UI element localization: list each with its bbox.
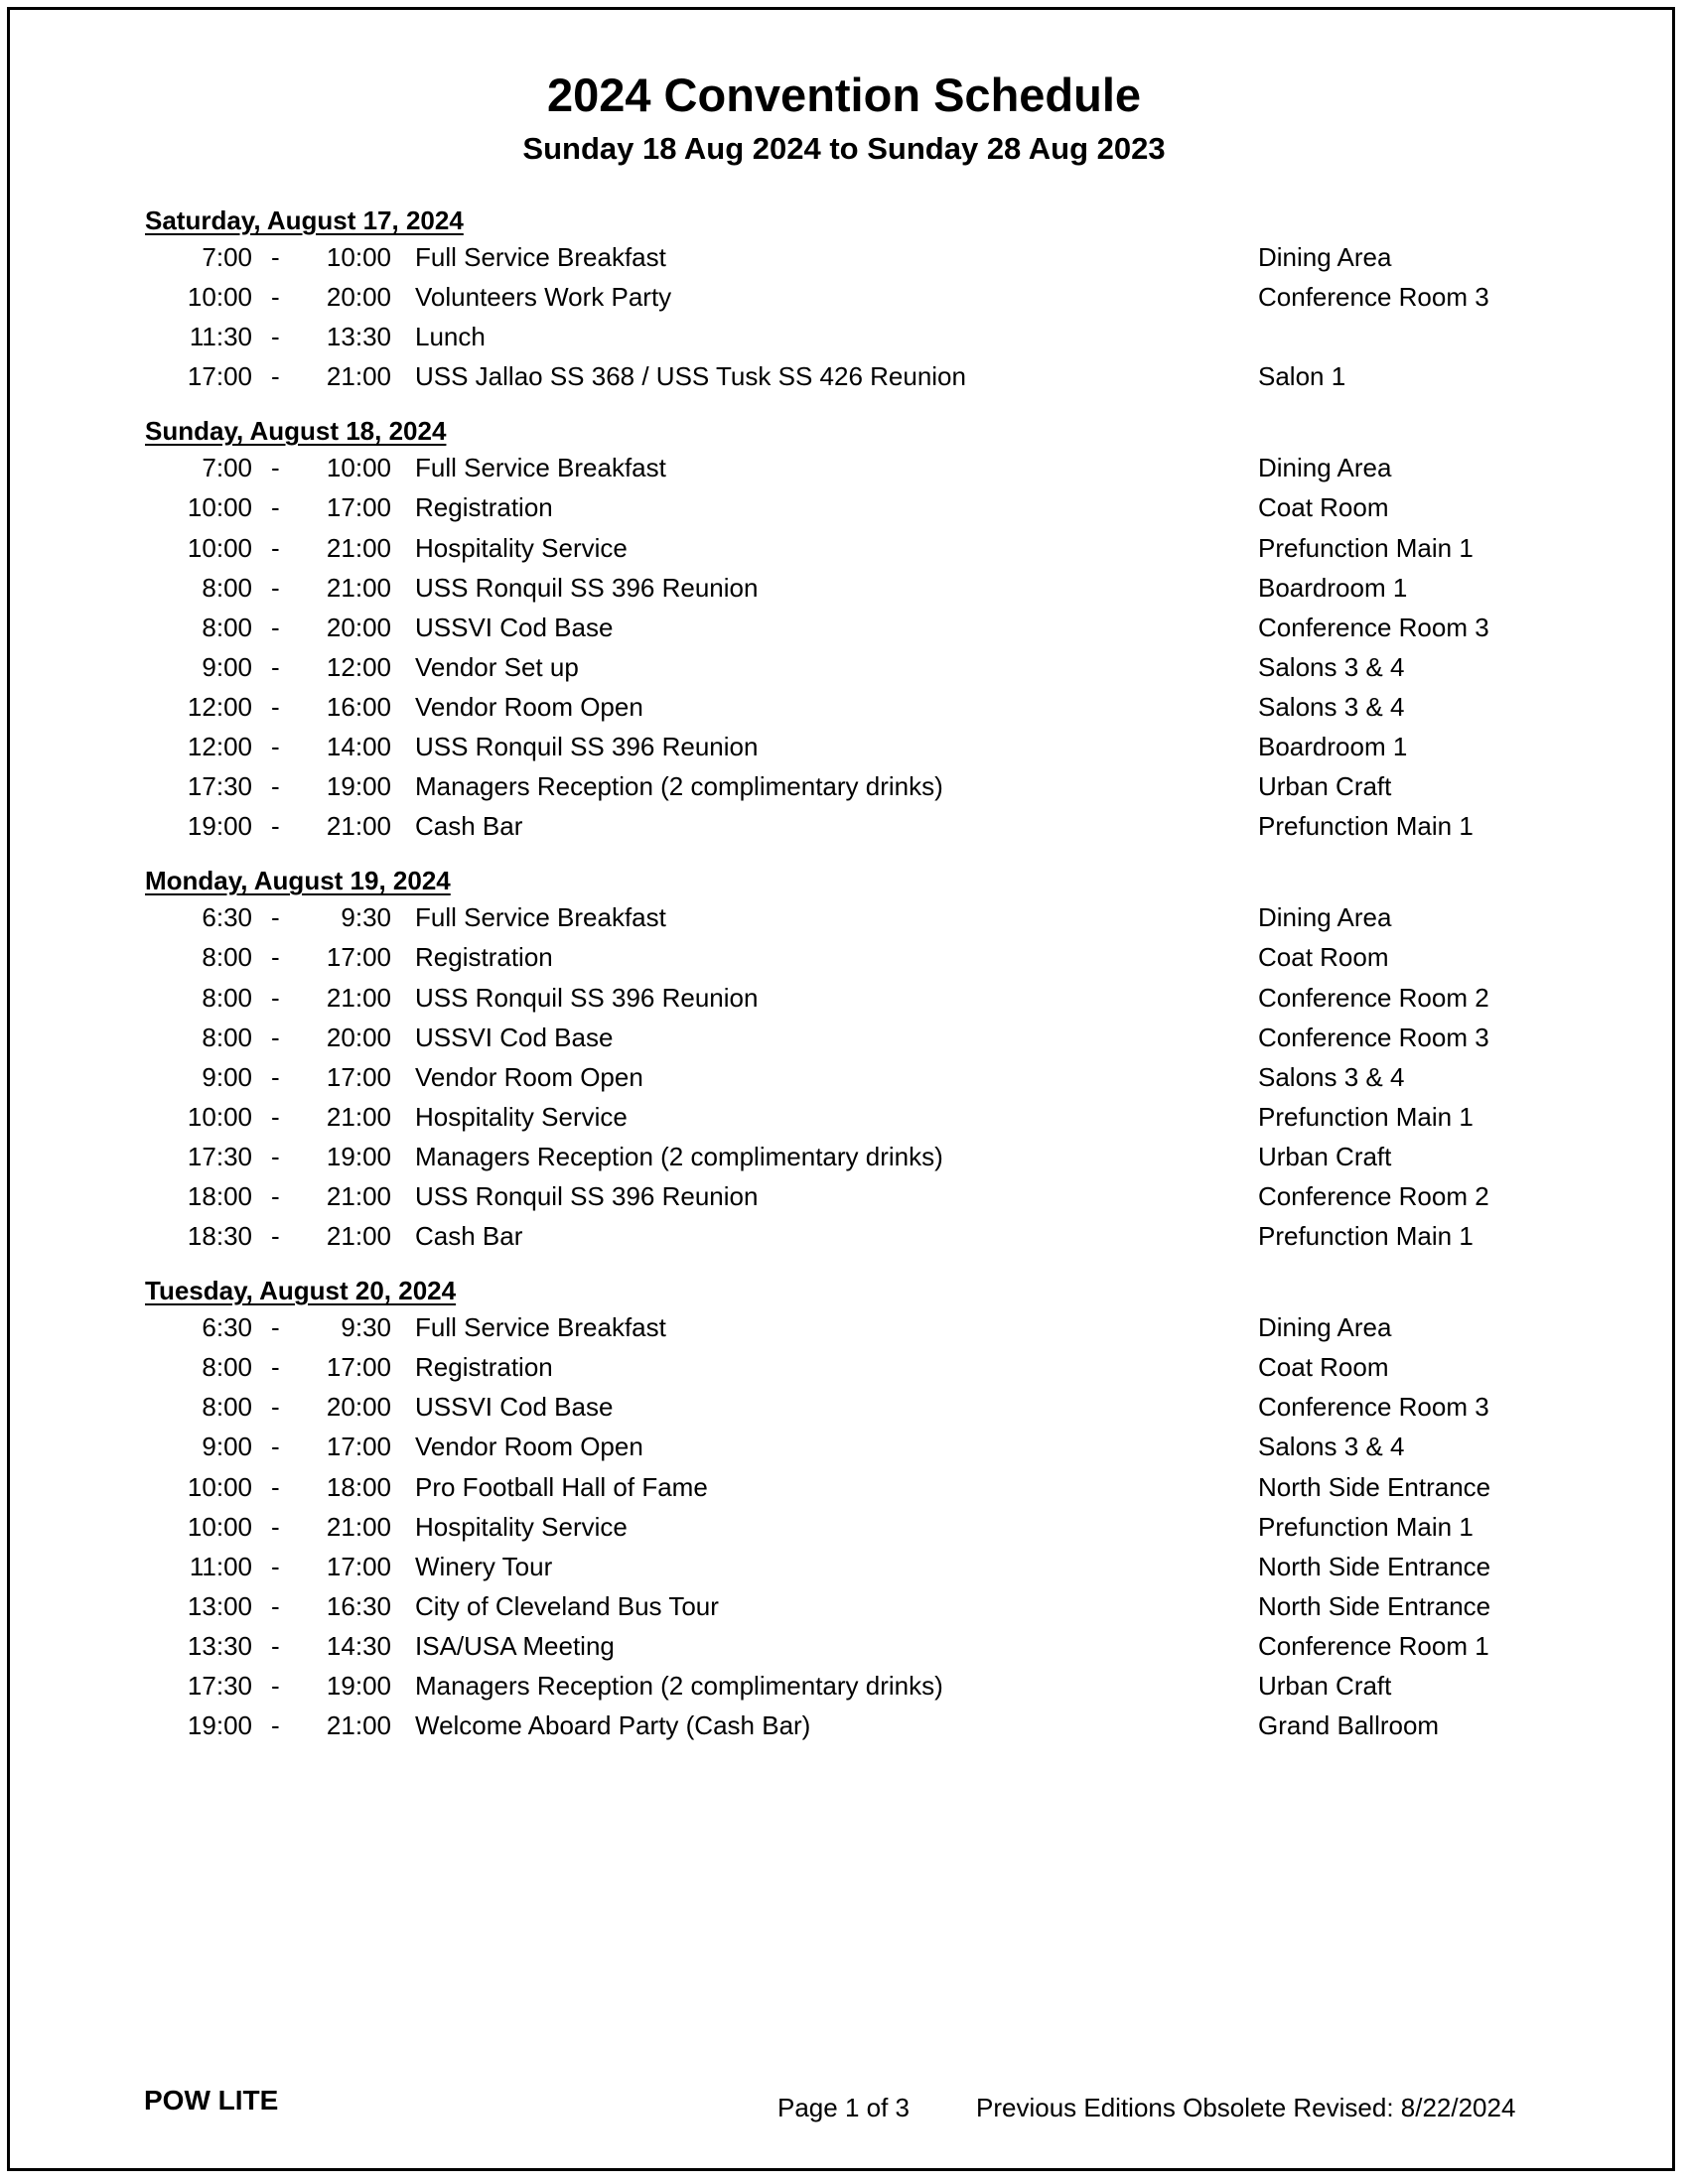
event-location: Urban Craft <box>1258 1141 1392 1171</box>
event-name: Vendor Room Open <box>415 1061 643 1092</box>
start-time: 8:00 <box>202 1022 252 1052</box>
time-separator: - <box>271 691 280 722</box>
time-separator: - <box>271 282 280 313</box>
event-name: ISA/USA Meeting <box>415 1630 615 1661</box>
schedule-row <box>145 1626 1555 1666</box>
end-time: 20:00 <box>326 1392 391 1423</box>
end-time: 14:00 <box>326 732 391 762</box>
event-location: North Side Entrance <box>1258 1590 1491 1621</box>
end-time: 17:00 <box>326 1352 391 1383</box>
time-separator: - <box>271 532 280 563</box>
schedule-row <box>145 897 1555 937</box>
event-name: Registration <box>415 1352 553 1383</box>
end-time: 19:00 <box>326 1671 391 1701</box>
schedule-row <box>145 237 1555 277</box>
footer-page-number: Page 1 of 3 <box>777 2093 910 2122</box>
schedule-row <box>145 1097 1555 1137</box>
time-separator: - <box>271 1392 280 1423</box>
end-time: 20:00 <box>326 612 391 642</box>
end-time: 17:00 <box>326 1551 391 1581</box>
schedule-row <box>145 1427 1555 1466</box>
start-time: 8:00 <box>202 982 252 1013</box>
event-name: Registration <box>415 492 553 523</box>
event-location: Salons 3 & 4 <box>1258 651 1405 682</box>
start-time: 10:00 <box>187 282 252 313</box>
time-separator: - <box>271 1671 280 1701</box>
schedule-row <box>145 806 1555 846</box>
event-name: USSVI Cod Base <box>415 1022 614 1052</box>
start-time: 10:00 <box>187 1511 252 1542</box>
start-time: 6:30 <box>202 1312 252 1343</box>
end-time: 19:00 <box>326 1141 391 1171</box>
end-time: 21:00 <box>326 1710 391 1741</box>
start-time: 13:00 <box>187 1590 252 1621</box>
day-section <box>145 204 1555 396</box>
event-location: Grand Ballroom <box>1258 1710 1440 1741</box>
day-heading: Tuesday, August 20, 2024 <box>145 1276 457 1306</box>
start-time: 8:00 <box>202 1352 252 1383</box>
schedule-row <box>145 1467 1555 1507</box>
time-separator: - <box>271 1180 280 1211</box>
end-time: 20:00 <box>326 1022 391 1052</box>
schedule-row <box>145 1347 1555 1387</box>
event-location: Conference Room 2 <box>1258 982 1489 1013</box>
event-location: Boardroom 1 <box>1258 732 1408 762</box>
schedule-row <box>145 1018 1555 1057</box>
day-heading: Monday, August 19, 2024 <box>145 866 451 896</box>
event-name: Managers Reception (2 complimentary drinks) <box>415 1141 943 1171</box>
schedule-row <box>145 1547 1555 1586</box>
time-separator: - <box>271 1352 280 1383</box>
event-name: Cash Bar <box>415 1221 523 1252</box>
schedule-row <box>145 568 1555 608</box>
schedule-row <box>145 647 1555 687</box>
start-time: 10:00 <box>187 1101 252 1132</box>
event-location: Dining Area <box>1258 1312 1392 1343</box>
schedule-row <box>145 1137 1555 1176</box>
schedule-row <box>145 448 1555 487</box>
day-section <box>145 414 1555 846</box>
start-time: 9:00 <box>202 1061 252 1092</box>
event-name: Hospitality Service <box>415 532 628 563</box>
start-time: 18:00 <box>187 1180 252 1211</box>
end-time: 12:00 <box>326 651 391 682</box>
event-name: Full Service Breakfast <box>415 1312 666 1343</box>
end-time: 16:30 <box>326 1590 391 1621</box>
event-location: Prefunction Main 1 <box>1258 811 1474 842</box>
footer-revision-note: Previous Editions Obsolete Revised: 8/22/2024 <box>976 2093 1516 2122</box>
schedule-row <box>145 1057 1555 1097</box>
schedule-row <box>145 317 1555 356</box>
event-location: Conference Room 2 <box>1258 1180 1489 1211</box>
start-time: 8:00 <box>202 942 252 973</box>
event-name: Vendor Room Open <box>415 691 643 722</box>
event-name: Full Service Breakfast <box>415 902 666 933</box>
schedule <box>145 204 1555 1745</box>
time-separator: - <box>271 492 280 523</box>
event-name: USS Ronquil SS 396 Reunion <box>415 1180 759 1211</box>
event-location: Conference Room 3 <box>1258 612 1489 642</box>
time-separator: - <box>271 942 280 973</box>
end-time: 21:00 <box>326 1101 391 1132</box>
start-time: 10:00 <box>187 492 252 523</box>
start-time: 9:00 <box>202 1432 252 1462</box>
schedule-row <box>145 978 1555 1018</box>
event-name: USS Jallao SS 368 / USS Tusk SS 426 Reunion <box>415 361 966 392</box>
time-separator: - <box>271 1022 280 1052</box>
end-time: 20:00 <box>326 282 391 313</box>
start-time: 8:00 <box>202 612 252 642</box>
event-location: Conference Room 3 <box>1258 1022 1489 1052</box>
time-separator: - <box>271 1141 280 1171</box>
end-time: 10:00 <box>326 453 391 483</box>
time-separator: - <box>271 1221 280 1252</box>
time-separator: - <box>271 1101 280 1132</box>
event-name: Lunch <box>415 322 486 352</box>
end-time: 21:00 <box>326 1180 391 1211</box>
start-time: 12:00 <box>187 691 252 722</box>
time-separator: - <box>271 1312 280 1343</box>
start-time: 8:00 <box>202 572 252 603</box>
event-location: Dining Area <box>1258 902 1392 933</box>
event-name: USS Ronquil SS 396 Reunion <box>415 982 759 1013</box>
start-time: 10:00 <box>187 532 252 563</box>
schedule-row <box>145 1507 1555 1547</box>
time-separator: - <box>271 902 280 933</box>
end-time: 17:00 <box>326 492 391 523</box>
end-time: 16:00 <box>326 691 391 722</box>
event-location: Dining Area <box>1258 242 1392 272</box>
schedule-row <box>145 487 1555 527</box>
start-time: 11:30 <box>189 322 252 352</box>
schedule-row <box>145 687 1555 727</box>
end-time: 9:30 <box>341 902 391 933</box>
start-time: 7:00 <box>202 453 252 483</box>
schedule-row <box>145 528 1555 568</box>
event-name: City of Cleveland Bus Tour <box>415 1590 719 1621</box>
start-time: 17:30 <box>187 771 252 802</box>
event-location: Prefunction Main 1 <box>1258 1511 1474 1542</box>
end-time: 21:00 <box>326 982 391 1013</box>
start-time: 19:00 <box>187 1710 252 1741</box>
time-separator: - <box>271 1551 280 1581</box>
start-time: 10:00 <box>187 1471 252 1502</box>
start-time: 6:30 <box>202 902 252 933</box>
event-location: Coat Room <box>1258 492 1389 523</box>
time-separator: - <box>271 982 280 1013</box>
event-name: Full Service Breakfast <box>415 242 666 272</box>
footer-left-label: POW LITE <box>144 2085 279 2116</box>
end-time: 10:00 <box>326 242 391 272</box>
event-location: Coat Room <box>1258 1352 1389 1383</box>
time-separator: - <box>271 1511 280 1542</box>
event-name: Vendor Set up <box>415 651 579 682</box>
event-location: Salon 1 <box>1258 361 1346 392</box>
schedule-row <box>145 937 1555 977</box>
event-name: Full Service Breakfast <box>415 453 666 483</box>
time-separator: - <box>271 322 280 352</box>
end-time: 17:00 <box>326 1432 391 1462</box>
day-heading: Saturday, August 17, 2024 <box>145 205 464 235</box>
event-name: Volunteers Work Party <box>415 282 672 313</box>
schedule-row <box>145 766 1555 806</box>
event-name: Managers Reception (2 complimentary drinks) <box>415 771 943 802</box>
event-location: Prefunction Main 1 <box>1258 1221 1474 1252</box>
end-time: 17:00 <box>326 942 391 973</box>
event-location: North Side Entrance <box>1258 1551 1491 1581</box>
start-time: 8:00 <box>202 1392 252 1423</box>
end-time: 14:30 <box>326 1630 391 1661</box>
time-separator: - <box>271 1710 280 1741</box>
event-location: Dining Area <box>1258 453 1392 483</box>
event-name: USSVI Cod Base <box>415 612 614 642</box>
event-location: Coat Room <box>1258 942 1389 973</box>
event-location: Urban Craft <box>1258 771 1392 802</box>
event-name: Hospitality Service <box>415 1511 628 1542</box>
event-location: Prefunction Main 1 <box>1258 1101 1474 1132</box>
end-time: 21:00 <box>326 811 391 842</box>
time-separator: - <box>271 361 280 392</box>
event-name: Cash Bar <box>415 811 523 842</box>
end-time: 18:00 <box>326 1471 391 1502</box>
event-location: Prefunction Main 1 <box>1258 532 1474 563</box>
event-name: Registration <box>415 942 553 973</box>
start-time: 13:30 <box>187 1630 252 1661</box>
event-location: Conference Room 3 <box>1258 1392 1489 1423</box>
time-separator: - <box>271 612 280 642</box>
day-heading: Sunday, August 18, 2024 <box>145 416 447 447</box>
end-time: 21:00 <box>326 572 391 603</box>
schedule-row <box>145 1387 1555 1427</box>
time-separator: - <box>271 1630 280 1661</box>
start-time: 12:00 <box>187 732 252 762</box>
schedule-row <box>145 277 1555 317</box>
event-location: Salons 3 & 4 <box>1258 1061 1405 1092</box>
schedule-row <box>145 608 1555 647</box>
time-separator: - <box>271 651 280 682</box>
start-time: 17:00 <box>187 361 252 392</box>
schedule-row <box>145 727 1555 766</box>
event-location: Urban Craft <box>1258 1671 1392 1701</box>
event-name: Vendor Room Open <box>415 1432 643 1462</box>
day-section <box>145 1274 1555 1745</box>
event-location: Boardroom 1 <box>1258 572 1408 603</box>
time-separator: - <box>271 811 280 842</box>
schedule-row <box>145 1586 1555 1626</box>
schedule-row <box>145 1307 1555 1347</box>
end-time: 13:30 <box>326 322 391 352</box>
event-name: Managers Reception (2 complimentary drinks) <box>415 1671 943 1701</box>
schedule-row <box>145 1216 1555 1256</box>
start-time: 7:00 <box>202 242 252 272</box>
time-separator: - <box>271 1471 280 1502</box>
event-name: USS Ronquil SS 396 Reunion <box>415 572 759 603</box>
start-time: 17:30 <box>187 1141 252 1171</box>
end-time: 17:00 <box>326 1061 391 1092</box>
end-time: 21:00 <box>326 1511 391 1542</box>
time-separator: - <box>271 732 280 762</box>
time-separator: - <box>271 453 280 483</box>
start-time: 11:00 <box>189 1551 252 1581</box>
time-separator: - <box>271 1061 280 1092</box>
event-location: Conference Room 1 <box>1258 1630 1489 1661</box>
event-name: Pro Football Hall of Fame <box>415 1471 708 1502</box>
time-separator: - <box>271 572 280 603</box>
start-time: 19:00 <box>187 811 252 842</box>
schedule-row <box>145 356 1555 396</box>
schedule-row <box>145 1666 1555 1706</box>
end-time: 9:30 <box>341 1312 391 1343</box>
event-location: North Side Entrance <box>1258 1471 1491 1502</box>
event-name: Welcome Aboard Party (Cash Bar) <box>415 1710 811 1741</box>
end-time: 21:00 <box>326 361 391 392</box>
end-time: 21:00 <box>326 532 391 563</box>
day-section <box>145 864 1555 1256</box>
event-name: Hospitality Service <box>415 1101 628 1132</box>
document-title: 2024 Convention Schedule <box>546 68 1142 121</box>
time-separator: - <box>271 1432 280 1462</box>
end-time: 21:00 <box>326 1221 391 1252</box>
start-time: 17:30 <box>187 1671 252 1701</box>
time-separator: - <box>271 771 280 802</box>
schedule-row <box>145 1176 1555 1216</box>
event-name: USSVI Cod Base <box>415 1392 614 1423</box>
time-separator: - <box>271 242 280 272</box>
event-location: Salons 3 & 4 <box>1258 1432 1405 1462</box>
start-time: 9:00 <box>202 651 252 682</box>
end-time: 19:00 <box>326 771 391 802</box>
document-subtitle: Sunday 18 Aug 2024 to Sunday 28 Aug 2023 <box>522 131 1166 166</box>
start-time: 18:30 <box>187 1221 252 1252</box>
event-name: Winery Tour <box>415 1551 553 1581</box>
schedule-row <box>145 1706 1555 1745</box>
event-location: Conference Room 3 <box>1258 282 1489 313</box>
time-separator: - <box>271 1590 280 1621</box>
event-name: USS Ronquil SS 396 Reunion <box>415 732 759 762</box>
event-location: Salons 3 & 4 <box>1258 691 1405 722</box>
